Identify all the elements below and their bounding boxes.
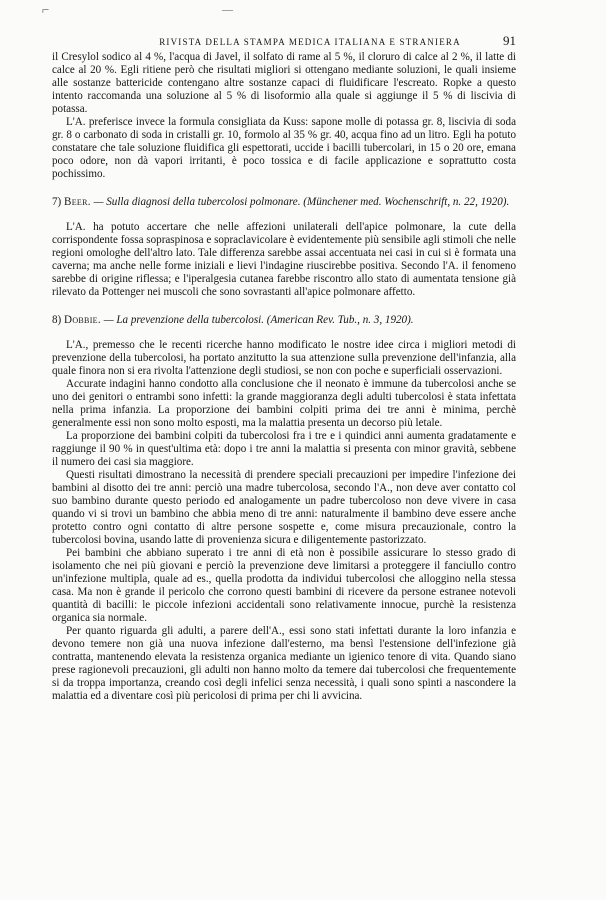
article-citation [52,196,516,209]
paragraph: L'A. preferisce invece la formula consigliata da Kuss: sapone molle di potassa gr. 8, liscivia di soda gr. 8 o carbonato di soda in cristalli gr. 10, formolo al 35 % gr. 40, acqua fino ad un litro. Egli ha potuto constatare che tale soluzione fluidifica gli espettorati, uccide i bacilli tubercolari, in 15 o 20 ore, emana poco odore, non dà vapori irritanti, è poco tossica e di facile applicazione e soprattutto costa pochissimo. [52,116,516,180]
margin-mark: — [222,4,233,16]
article-number: 7) [52,196,62,208]
article-number: 8) [52,314,62,326]
article-8 [52,314,516,703]
paragraph: il Cresylol sodico al 4 %, l'acqua di Javel, il solfato di rame al 5 %, il cloruro di calce al 2 %, il latte di calce al 20 %. Egli ritiene però che risultati migliori si ottengano mediante soluzioni, le quali insieme alle sostanze battericide contengano altre sostanze capaci di fluidificare l'escreato. Ropke a questo intento raccomanda una soluzione al 5 % di lisoformio alla quale si aggiunge il 5 % di liscivia di potassa. [52,51,516,115]
article-citation [52,314,516,327]
running-title: RIVISTA DELLA STAMPA MEDICA ITALIANA E STRANIERA [159,37,461,47]
article-title: — Sulla diagnosi della tubercolosi polmonare. (Münchener med. Wochenschrift, n. 22, 1920). [93,196,510,208]
article-author: Beer. [64,196,91,208]
journal-page [52,33,516,703]
paragraph: L'A., premesso che le recenti ricerche hanno modificato le nostre idee circa i migliori metodi di prevenzione della tubercolosi, ha portato anzitutto la sua attenzione sulla prevenzione dell'infanzia, alla quale finora non si era rivolta l'attenzione degli studiosi, se non con poche e superficiali osservazioni. [52,339,516,377]
article-title: — La prevenzione della tubercolosi. (American Rev. Tub., n. 3, 1920). [103,314,414,326]
article-author: Dobbie. [64,314,101,326]
continued-article [52,51,516,181]
paragraph: Per quanto riguarda gli adulti, a parere dell'A., essi sono stati infettati durante la loro infanzia e devono temere non già una nuova infezione dall'esterno, ma bensì l'estensione dell'infezione già contratta, mantenendo elevata la resistenza organica mediante un igienico tenore di vita. Quando siano prese ragionevoli precauzioni, gli adulti non hanno molto da temere dai tubercolosi che frequentemente si da troppa importanza, creando così degli infelici senza necessità, i quali sono spinti a nascondere la malattia ed a diventare così più pericolosi di prima per chi li avvicina. [52,625,516,702]
running-header [52,33,516,51]
paragraph: Questi risultati dimostrano la necessità di prendere speciali precauzioni per impedire l'infezione dei bambini al disotto dei tre anni: perciò una madre tubercolosa, secondo l'A., non deve aver contatto col suo bambino durante questo periodo ed analogamente un padre tubercoloso non deve vivere in casa quando vi si trovi un bambino che abbia meno di tre anni: naturalmente il bambino deve essere anche protetto contro ogni contatto di altre persone sospette e, come misura precauzionale, contro la tubercolosi bovina, usando latte di provenienza sicura e diligentemente pastorizzato. [52,469,516,546]
paragraph: La proporzione dei bambini colpiti da tubercolosi fra i tre e i quindici anni aumenta gradatamente e raggiunge il 90 % in quest'ultima età: dopo i tre anni la malattia si presenta con minor gravità, sebbene il numero dei casi sia maggiore. [52,430,516,468]
margin-mark: ⌐ [42,2,50,17]
page-number: 91 [503,33,516,48]
paragraph: L'A. ha potuto accertare che nelle affezioni unilaterali dell'apice polmonare, la cute della corrispondente fossa sopraspinosa e sopraclavicolare è evidentemente più sensibile agli stimoli che nelle regioni omologhe dell'altro lato. Tale differenza sarebbe assai accentuata nei casi in cui si è formata una caverna; ma anche nelle forme iniziali e lievi l'indagine riuscirebbe positiva. Secondo l'A. il fenomeno sarebbe di origine riflessa; e l'iperalgesia cutanea farebbe riscontro allo stato di aumentata tensione già rilevato da Pottenger nei muscoli che sono sovrastanti all'apice polmonare affetto. [52,221,516,298]
paragraph: Pei bambini che abbiano superato i tre anni di età non è possibile assicurare lo stesso grado di isolamento che nei più giovani e perciò la prevenzione deve limitarsi a proteggere il fanciullo contro un'infezione multipla, quale ad es., quella prodotta da individui tubercolosi che alloggino nella stessa casa. Ma non è grande il pericolo che corrono questi bambini di ricevere da persone estranee notevoli quantità di bacilli: le piccole infezioni accidentali sono relativamente innocue, purchè la resistenza organica sia normale. [52,547,516,624]
paragraph: Accurate indagini hanno condotto alla conclusione che il neonato è immune da tubercolosi anche se uno dei genitori o entrambi sono infetti: la grande maggioranza degli adulti tubercolosi è stata infettata nella prima infanzia. La proporzione dei bambini colpiti prima dei tre anni è minima, perchè generalmente essi non sono molto esposti, ma la malattia presenta un decorso più letale. [52,378,516,429]
article-7 [52,196,516,299]
